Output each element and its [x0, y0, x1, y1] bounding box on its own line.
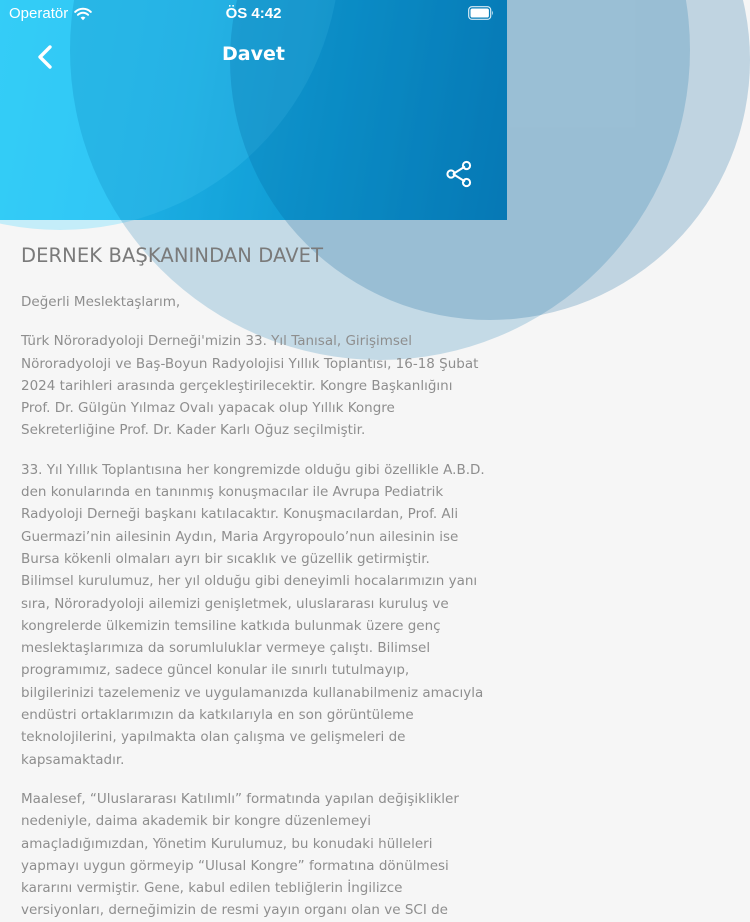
carrier-label: Operatör	[9, 5, 69, 22]
status-bar	[0, 0, 507, 28]
share-button[interactable]	[440, 157, 478, 195]
battery-icon	[468, 6, 494, 20]
body-paragraph: 33. Yıl Yıllık Toplantısına her kongremizde olduğu gibi özellikle A.B.D. den konularında en tanınmış konuşmacılar ile Avrupa Pediatrik Radyoloji Derneği başkanı katılacaktır. Konuşmacılardan, Prof. Ali Guermazi’nin ailesinin Aydın, Maria Argyropoulo’nun ailesinin ise Bursa kökenli olmaları ayrı bir sıcaklık ve güzellik getirmiştir. Bilimsel kurulumuz, her yıl olduğu gibi deneyimli hocalarımızın yanı sıra, Nöroradyoloji ailemizi genişletmek, uluslararası kuruluş ve kongrelerde ülkemizin temsiline katkıda bulunmak üzere genç meslektaşlarımıza da sorumluluklar vermeye çalıştı. Bilimsel programımız, sadece güncel konular ile sınırlı tutulmayıp, bilgilerinizi tazelemeniz ve uygulamanızda kullanabilmeniz amacıyla endüstri ortaklarımızın da katkılarıyla en son görüntüleme teknolojilerini, yapılmakta olan çalışma ve gelişmeleri de kapsamaktadır.	[21, 461, 485, 768]
share-icon	[445, 160, 473, 192]
page-title: Davet	[222, 43, 285, 65]
content-heading: DERNEK BAŞKANINDAN DAVET	[21, 244, 324, 267]
invitation-content[interactable]	[0, 220, 507, 919]
body-paragraph: Türk Nöroradyoloji Derneği'mizin 33. Yıl Tanısal, Girişimsel Nöroradyoloji ve Baş-Boyun Radyolojisi Yıllık Toplantısı, 16-18 Şubat 2024 tarihleri arasında gerçekleştirilecektir. Kongre Başkanlığını Prof. Dr. Gülgün Yılmaz Ovalı yapacak olup Yıllık Kongre Sekreterliğine Prof. Dr. Kader Karlı Oğuz seçilmiştir.	[21, 333, 479, 439]
greeting-paragraph: Değerli Meslektaşlarım,	[21, 294, 181, 310]
body-paragraph: Maalesef, “Uluslararası Katılımlı” formatında yapılan değişiklikler nedeniyle, daima akademik bir kongre düzenlemeyi amaçladığımızdan, Yönetim Kurulumuz, bu konudaki hülleleri yapmayı uygun görmeyip “Ulusal Kongre” formatına dönülmesi kararını vermiştir. Gene, kabul edilen tebliğlerin İngilizce versiyonları, derneğimizin de resmi yayın organı olan ve SCI de	[21, 790, 459, 919]
status-time: ÖS 4:42	[225, 5, 282, 22]
header-banner	[0, 0, 507, 220]
